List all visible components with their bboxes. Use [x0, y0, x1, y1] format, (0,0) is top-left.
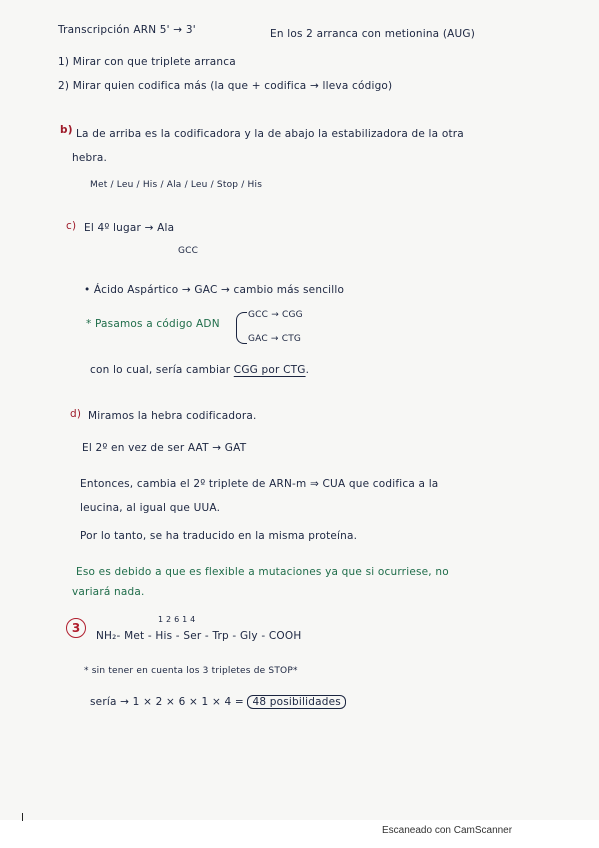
branch-bracket — [236, 312, 247, 344]
transcription-heading: Transcripción ARN 5' → 3' — [58, 24, 196, 36]
section-c-label: c) — [66, 220, 77, 232]
step-2: 2) Mirar quien codifica más (la que + codifica → lleva código) — [58, 80, 393, 92]
conclusion-period: . — [305, 364, 310, 376]
section-d-label: d) — [70, 408, 82, 420]
section-c-codon: GCC — [178, 246, 199, 256]
section-d-note-2: variará nada. — [72, 586, 145, 598]
page-edge-mark — [22, 813, 23, 821]
section-b-line-2: hebra. — [72, 152, 108, 164]
section-c-branch-1: GCC → CGG — [248, 310, 303, 320]
section-d-line-4: leucina, al igual que UUA. — [80, 502, 221, 514]
section-d-note-1: Eso es debido a que es flexible a mutaciones ya que si ocurriese, no — [76, 566, 449, 578]
amino-acid-sequence: Met / Leu / His / Ala / Leu / Stop / His — [90, 180, 263, 190]
conclusion-text: con lo cual, sería cambiar — [90, 364, 234, 376]
conclusion-highlight: CGG por CTG — [233, 364, 306, 376]
section-3-numbers: 1 2 6 1 4 — [158, 615, 196, 624]
section-d-line-2: El 2º en vez de ser AAT → GAT — [82, 442, 247, 454]
section-3-peptide: NH₂- Met - His - Ser - Trp - Gly - COOH — [96, 630, 302, 642]
start-note: En los 2 arranca con metionina (AUG) — [270, 28, 476, 40]
section-3-result — [90, 696, 346, 708]
section-b-label: b) — [60, 124, 73, 136]
section-c-conclusion — [90, 364, 309, 376]
section-c-adn: * Pasamos a código ADN — [86, 318, 220, 330]
section-c-aspartic: • Ácido Aspártico → GAC → cambio más sencillo — [84, 284, 345, 296]
section-d-line-3: Entonces, cambia el 2º triplete de ARN-m ⇒ CUA que codifica a la — [80, 478, 439, 490]
section-b-line-1: La de arriba es la codificadora y la de abajo la estabilizadora de la otra — [76, 128, 464, 140]
section-3-circle: 3 — [66, 618, 86, 638]
result-formula: sería → 1 × 2 × 6 × 1 × 4 = — [90, 696, 248, 708]
section-c-line-1: El 4º lugar → Ala — [84, 222, 175, 234]
section-d-line-1: Miramos la hebra codificadora. — [88, 410, 257, 422]
section-d-line-5: Por lo tanto, se ha traducido en la misma proteína. — [80, 530, 358, 542]
scanner-watermark: Escaneado con CamScanner — [382, 825, 513, 836]
result-boxed: 48 posibilidades — [247, 695, 346, 709]
section-c-branch-2: GAC → CTG — [248, 334, 302, 344]
step-1: 1) Mirar con que triplete arranca — [58, 56, 236, 68]
section-3-note: * sin tener en cuenta los 3 tripletes de STOP* — [84, 666, 298, 676]
